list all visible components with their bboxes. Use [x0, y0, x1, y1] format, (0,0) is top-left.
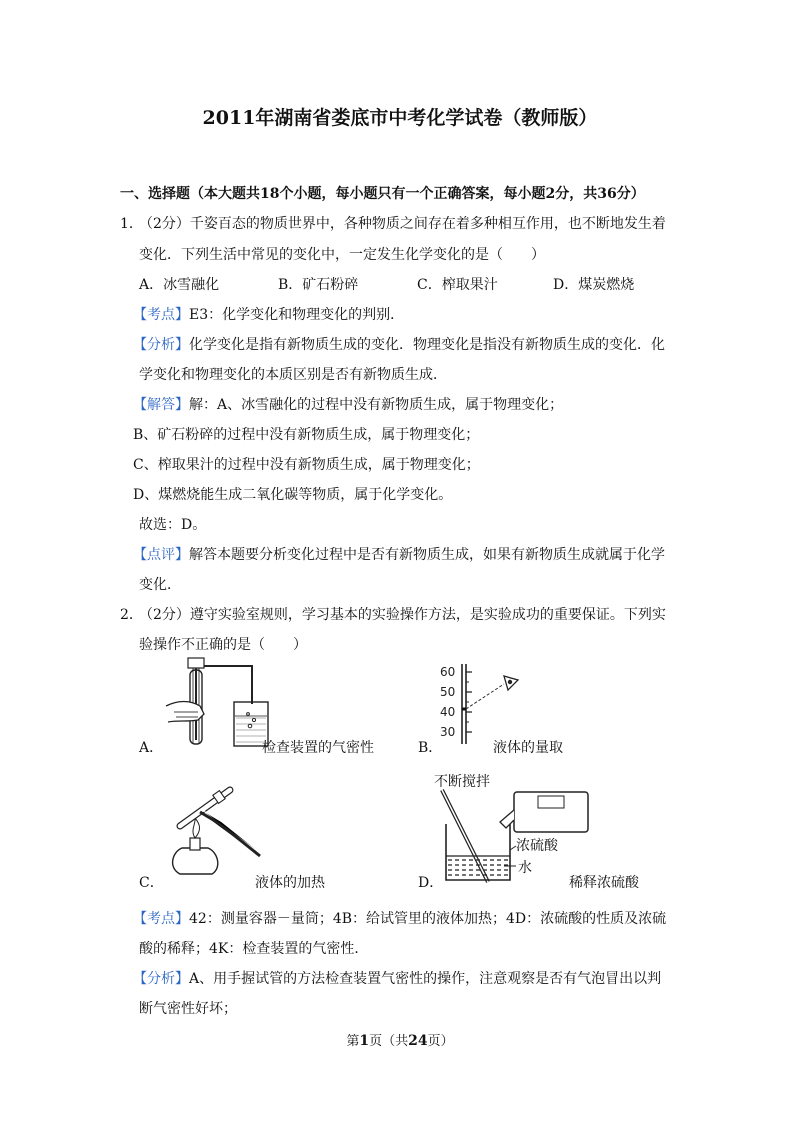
q1-dianping-line2: 变化． — [139, 577, 181, 593]
q2-option-c-caption: 液体的加热 — [255, 875, 325, 891]
q1-jieda — [133, 398, 563, 412]
cylinder-tick-30: 30 — [440, 725, 456, 739]
cylinder-tick-40: 40 — [440, 705, 456, 719]
figd-stir-label: 不断搅拌 — [434, 774, 490, 790]
page-title: 2011年湖南省娄底市中考化学试卷（教师版） — [202, 107, 598, 129]
fenxi-tag: 【分析】 — [133, 337, 189, 353]
q1-stem-line2: 变化．下列生活中常见的变化中，一定发生化学变化的是（ ） — [139, 247, 545, 263]
cylinder-tick-50: 50 — [440, 685, 456, 699]
q1-jieda-line3: C、榨取果汁的过程中没有新物质生成，属于物理变化； — [133, 457, 480, 473]
kaodian-tag: 【考点】 — [133, 307, 189, 323]
figd-water-label: 水 — [518, 860, 532, 876]
kaodian-text: 42：测量容器－量筒；4B：给试管里的液体加热；4D：浓硫酸的性质及浓硫 — [189, 911, 667, 927]
q2-fenxi — [133, 972, 661, 986]
q1-jieda-line5: 故选：D。 — [139, 517, 207, 533]
footer-mid: 页（共 — [369, 1034, 409, 1049]
footer-post: 页） — [427, 1034, 454, 1049]
q1-fenxi — [133, 338, 665, 352]
q2-stem-line1: （2分）遵守实验室规则，学习基本的实验操作方法，是实验成功的重要保证。下列实 — [139, 607, 666, 623]
q1-fenxi-line2: 学变化和物理变化的本质区别是否有新物质生成． — [139, 367, 447, 383]
q2-option-d-letter: D． — [418, 875, 444, 891]
q2-option-b-letter: B． — [418, 740, 443, 756]
dianping-tag: 【点评】 — [133, 547, 189, 563]
q1-kaodian — [133, 308, 404, 322]
q1-option-b: B．矿石粉碎 — [278, 277, 359, 293]
q2-kaodian-line2: 酸的稀释；4K：检查装置的气密性． — [139, 941, 369, 957]
footer-pre: 第 — [346, 1034, 360, 1049]
q2-option-b-caption: 液体的量取 — [493, 740, 563, 756]
q1-option-c: C．榨取果汁 — [417, 277, 498, 293]
q2-number: 2． — [120, 607, 143, 623]
fenxi-tag: 【分析】 — [133, 971, 189, 987]
figd-acid-label: 浓硫酸 — [516, 838, 558, 854]
q1-jieda-line4: D、煤燃烧能生成二氧化碳等物质，属于化学变化。 — [133, 487, 453, 503]
q1-option-a: A．冰雪融化 — [139, 277, 220, 293]
fenxi-text: 化学变化是指有新物质生成的变化．物理变化是指没有新物质生成的变化．化 — [189, 337, 665, 353]
q1-option-d: D．煤炭燃烧 — [553, 277, 635, 293]
footer-total-pages: 24 — [408, 1033, 428, 1049]
q2-option-a-caption: 检查装置的气密性 — [262, 740, 374, 756]
fenxi-text: A、用手握试管的方法检查装置气密性的操作，注意观察是否有气泡冒出以判 — [189, 971, 662, 987]
q2-option-d-caption: 稀释浓硫酸 — [569, 875, 639, 891]
q1-dianping — [133, 548, 665, 562]
footer-page-number: 1 — [359, 1033, 370, 1049]
q2-option-a-letter: A． — [139, 740, 164, 756]
q2-fenxi-line2: 断气密性好坏； — [139, 1001, 237, 1017]
q1-jieda-line2: B、矿石粉碎的过程中没有新物质生成，属于物理变化； — [133, 427, 480, 443]
section-heading: 一、选择题（本大题共18个小题，每小题只有一个正确答案，每小题2分，共36分） — [120, 186, 645, 202]
page-footer — [0, 1034, 800, 1048]
q2-stem-line2: 验操作不正确的是（ ） — [139, 637, 307, 653]
figure-a-airtightness — [160, 656, 270, 752]
figure-b-cylinder — [438, 660, 528, 746]
q2-kaodian — [133, 912, 666, 926]
jieda-tag: 【解答】 — [133, 397, 189, 413]
figure-d-dilution — [434, 770, 590, 888]
kaodian-tag: 【考点】 — [133, 911, 189, 927]
q1-stem-line1: （2分）千姿百态的物质世界中，各种物质之间存在着多种相互作用，也不断地发生着 — [139, 216, 666, 232]
dianping-text: 解答本题要分析变化过程中是否有新物质生成，如果有新物质生成就属于化学 — [189, 547, 665, 563]
q2-option-c-letter: C． — [139, 875, 164, 891]
jieda-text: 解：A、冰雪融化的过程中没有新物质生成，属于物理变化； — [189, 397, 564, 413]
kaodian-text: E3：化学变化和物理变化的判别． — [189, 307, 405, 323]
q1-number: 1． — [120, 216, 143, 232]
figure-c-heating — [160, 776, 270, 880]
cylinder-tick-60: 60 — [440, 665, 456, 679]
